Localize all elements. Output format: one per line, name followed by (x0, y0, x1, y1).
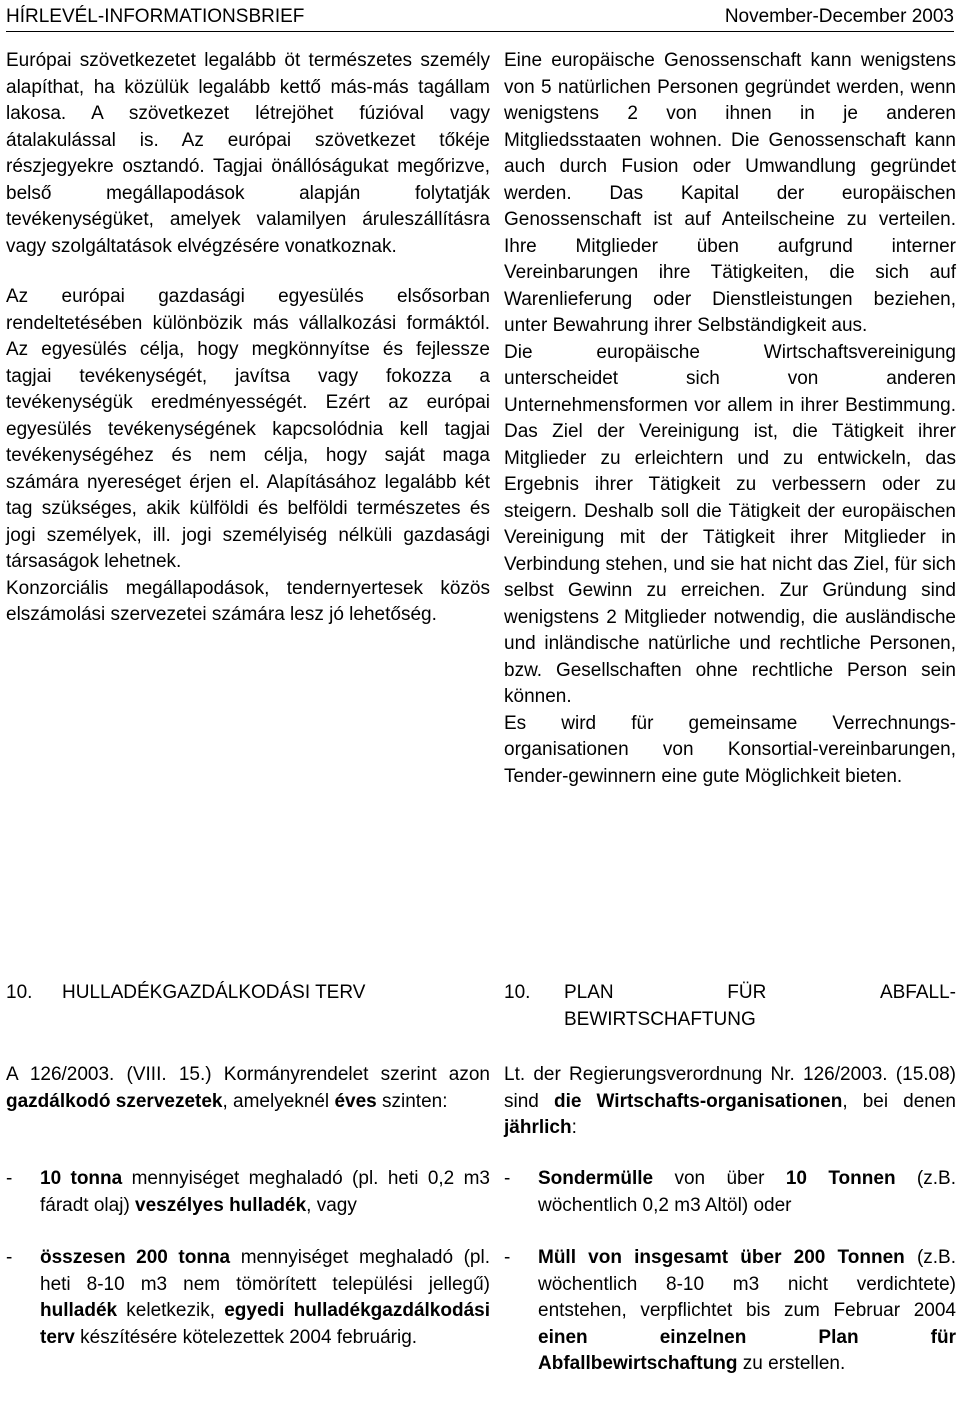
section-title: HULLADÉKGAZDÁLKODÁSI TERV (62, 982, 366, 1003)
section-title-line2: BEWIRTSCHAFTUNG (564, 1008, 756, 1030)
top-right-column (504, 48, 956, 790)
paragraph-economic-association-de: Die europäische Wirtschaftsvereinigung unterscheidet sich von anderen Unternehmensformen vor allem in ihrer Bestimmung. Das Ziel der Vereinigung ist, die Tätigkeit ihrer Mitglieder zu erleichtern und zu entwickeln, das Ergebnis ihrer Tätigkeit zu verbessern oder zu steigern. Deshalb soll die Tätigkeit der europäischen Vereinigung mit der Tätigkeit ihrer Mitglieder in Verbindung stehen, und sie hat nicht das Ziel, für sich selbst Gewinn zu erreichen. Zur Gründung sind wenigstens 2 Mitglieder notwendig, die ausländische und inländische natürliche und rechtliche Personen, bzw. Gesellschaften ohne rechtliche Person sein können. (504, 341, 956, 707)
section-number: 10. (504, 982, 531, 1003)
paragraph-consortium-hu: Konzorciális megállapodások, tendernyertesek közös elszámolási szervezetei számára lesz jó lehetőség. (6, 577, 490, 625)
paragraph-cooperative-de: Eine europäische Genossenschaft kann wenigstens von 5 natürlichen Personen gegründet werden, wenn wenigstens 2 von ihnen in je anderen Mitgliedsstaaten wohnen. Die Genossenschaft kann auch durch Fusion oder Umwandlung gegründet werden. Das Kapital der europäischen Genossenschaft ist auf Anteilscheine zu verteilen. Ihre Mitglieder üben aufgrund interner Vereinbarungen ihre Tätigkeiten, die sich auf Warenlieferung oder Dienstleistungen beziehen, unter Bewahrung ihrer Selbständigkeit aus. (504, 50, 956, 336)
section-title-word: PLAN (564, 982, 614, 1003)
section-number: 10. (6, 982, 33, 1003)
dash-bullet: - (504, 1247, 511, 1268)
list-item: - Müll von insgesamt über 200 Tonnen (z.B. wöchentlich 8-10 m3 nicht verdichtete) entstehen, verpflichtet bis zum Februar 2004 einen einzelnen Plan für Abfallbewirtschaftung zu erstellen. (504, 1247, 956, 1374)
intro-paragraph: Lt. der Regierungsverordnung Nr. 126/2003. (15.08) sind die Wirtschafts-organisationen, bei denen jährlich: (504, 1064, 956, 1138)
issue-date: November-December 2003 (724, 6, 954, 27)
list-item: - 10 tonna mennyiséget meghaladó (pl. heti 0,2 m3 fáradt olaj) veszélyes hulladék, vagy (6, 1168, 490, 1216)
section-title-word: ABFALL- (879, 982, 956, 1003)
dash-bullet: - (6, 1168, 13, 1189)
bullet-list-de (504, 1166, 956, 1404)
section-heading-hu (6, 980, 490, 1007)
section-heading-de (504, 980, 956, 1033)
dash-bullet: - (504, 1168, 511, 1189)
top-left-column (6, 48, 490, 629)
dash-bullet: - (6, 1247, 13, 1268)
intro-de (504, 1062, 956, 1142)
section-title (564, 980, 956, 1033)
intro-hu (6, 1062, 490, 1115)
paragraph-consortium-de: Es wird für gemeinsame Verrechnungs-organisationen von Konsortial-vereinbarungen, Tender-gewinnern eine gute Möglichkeit bieten. (504, 712, 956, 787)
list-item: - Sondermülle von über 10 Tonnen (z.B. wöchentlich 0,2 m3 Altöl) oder (504, 1168, 956, 1216)
intro-paragraph: A 126/2003. (VIII. 15.) Kormányrendelet szerint azon gazdálkodó szervezetek, amelyeknél éves szinten: (6, 1064, 490, 1112)
paragraph-economic-association-hu: Az európai gazdasági egyesülés elsősorban rendeltetésében különbözik más vállalkozási formáktól. Az egyesülés célja, hogy megkönnyítse és fejlessze tagjai tevékenységét, javítsa vagy fokozza a tevékenységük eredményességét. Ezért az európai egyesülés tevékenységének kapcsolódnia kell tagjai tevékenységéhez és nem célja, hogy saját maga számára nyereséget érjen el. Alapításához legalább két tag szükséges, akik külföldi és belföldi természetes és jogi személyek, ill. jogi személyiség nélküli gazdasági társaságok lehetnek. (6, 286, 490, 572)
newsletter-title: HÍRLEVÉL-INFORMATIONSBRIEF (6, 6, 305, 27)
section-title-word: FÜR (727, 982, 767, 1003)
page-header (6, 2, 954, 32)
list-item: - összesen 200 tonna mennyiséget meghaladó (pl. heti 8-10 m3 nem tömörített települési jellegű) hulladék keletkezik, egyedi hulladékgazdálkodási terv készítésére kötelezettek 2004 februárig. (6, 1247, 490, 1348)
paragraph-cooperative-hu: Európai szövetkezetet legalább öt természetes személy alapíthat, ha közülük legalább kettő más-más tagállam lakosa. A szövetkezet létrejöhet fúzióval vagy átalakulással is. Az európai szövetkezet tőkéje részjegyekre osztandó. Tagjai önállóságukat megőrizve, belső megállapodások alapján folytatják tevékenységüket, amelyek valamilyen áruleszállításra vagy szolgáltatások elvégzésére vonatkoznak. (6, 50, 490, 257)
bullet-list-hu (6, 1166, 490, 1377)
